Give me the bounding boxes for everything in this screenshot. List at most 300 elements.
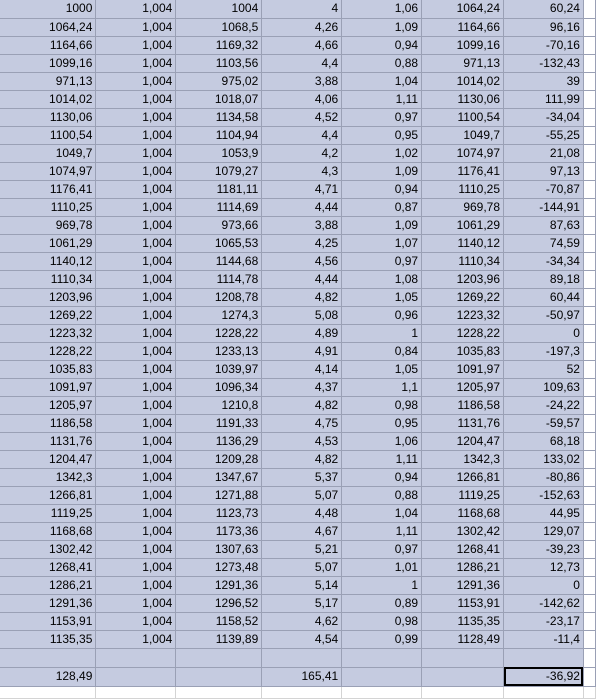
cell[interactable] [422, 686, 504, 698]
cell[interactable] [583, 594, 595, 612]
cell-c[interactable]: 1181,11 [176, 180, 262, 198]
cell[interactable] [583, 432, 595, 450]
cell-a[interactable]: 1110,25 [0, 198, 96, 216]
cell[interactable] [583, 324, 595, 342]
cell-b[interactable]: 1,004 [96, 396, 176, 414]
cell-c[interactable]: 1233,13 [176, 342, 262, 360]
cell-f[interactable]: 1140,12 [422, 234, 504, 252]
cell[interactable] [583, 558, 595, 576]
cell-g[interactable]: 96,16 [504, 18, 584, 36]
cell-a[interactable]: 1014,02 [0, 90, 96, 108]
cell-b[interactable]: 1,004 [96, 180, 176, 198]
cell-f[interactable]: 1131,76 [422, 414, 504, 432]
cell-a[interactable]: 1266,81 [0, 486, 96, 504]
cell-c[interactable]: 1039,97 [176, 360, 262, 378]
cell-d[interactable]: 4,3 [262, 162, 342, 180]
cell-e[interactable]: 1,04 [342, 72, 422, 90]
cell-g[interactable]: -132,43 [504, 54, 584, 72]
cell-f[interactable]: 1176,41 [422, 162, 504, 180]
cell-e[interactable]: 1,06 [342, 0, 422, 18]
cell-b[interactable]: 1,004 [96, 576, 176, 594]
cell-b[interactable]: 1,004 [96, 288, 176, 306]
cell-b[interactable]: 1,004 [96, 360, 176, 378]
cell-e[interactable]: 0,98 [342, 396, 422, 414]
cell[interactable] [583, 504, 595, 522]
cell[interactable] [262, 686, 342, 698]
cell-a[interactable]: 1168,68 [0, 522, 96, 540]
cell-d[interactable]: 4,89 [262, 324, 342, 342]
cell[interactable] [342, 686, 422, 698]
cell[interactable] [583, 522, 595, 540]
cell-g[interactable]: -24,22 [504, 396, 584, 414]
cell-g[interactable]: -80,86 [504, 468, 584, 486]
cell-a[interactable]: 1228,22 [0, 342, 96, 360]
cell-f[interactable]: 971,13 [422, 54, 504, 72]
cell-c[interactable]: 1114,69 [176, 198, 262, 216]
cell-e[interactable]: 1,09 [342, 18, 422, 36]
cell-b[interactable]: 1,004 [96, 162, 176, 180]
cell-c[interactable]: 975,02 [176, 72, 262, 90]
cell-f[interactable]: 1186,58 [422, 396, 504, 414]
cell-a[interactable]: 1049,7 [0, 144, 96, 162]
cell-f[interactable]: 1064,24 [422, 0, 504, 18]
cell-g[interactable]: 12,73 [504, 558, 584, 576]
cell-a[interactable]: 1291,36 [0, 594, 96, 612]
cell[interactable] [583, 234, 595, 252]
cell[interactable] [176, 648, 262, 667]
cell-b[interactable]: 1,004 [96, 540, 176, 558]
cell-c[interactable]: 1134,58 [176, 108, 262, 126]
cell-g[interactable]: -11,4 [504, 630, 584, 648]
cell-g[interactable]: -142,62 [504, 594, 584, 612]
cell-f[interactable]: 1110,25 [422, 180, 504, 198]
cell-b[interactable]: 1,004 [96, 468, 176, 486]
cell[interactable] [583, 216, 595, 234]
cell-c[interactable]: 1208,78 [176, 288, 262, 306]
cell-f[interactable]: 1091,97 [422, 360, 504, 378]
cell[interactable] [504, 686, 584, 698]
cell-b[interactable]: 1,004 [96, 198, 176, 216]
cell-a[interactable]: 1223,32 [0, 324, 96, 342]
cell-d[interactable]: 4,26 [262, 18, 342, 36]
cell[interactable] [583, 18, 595, 36]
cell-d[interactable]: 5,17 [262, 594, 342, 612]
cell-a[interactable]: 1130,06 [0, 108, 96, 126]
cell-c[interactable]: 1158,52 [176, 612, 262, 630]
cell[interactable] [176, 686, 262, 698]
cell-b[interactable]: 1,004 [96, 90, 176, 108]
cell-g[interactable]: -70,87 [504, 180, 584, 198]
cell[interactable] [583, 0, 595, 18]
cell-b[interactable]: 1,004 [96, 630, 176, 648]
cell-f[interactable]: 1164,66 [422, 18, 504, 36]
cell-f[interactable]: 1100,54 [422, 108, 504, 126]
cell[interactable] [583, 540, 595, 558]
cell-a[interactable]: 1110,34 [0, 270, 96, 288]
cell-f[interactable]: 1203,96 [422, 270, 504, 288]
cell-g[interactable]: 52 [504, 360, 584, 378]
cell-d[interactable]: 5,08 [262, 306, 342, 324]
cell[interactable] [262, 648, 342, 667]
cell-a[interactable]: 1176,41 [0, 180, 96, 198]
cell-e[interactable]: 1,11 [342, 522, 422, 540]
cell-f[interactable]: 1291,36 [422, 576, 504, 594]
cell-c[interactable]: 1114,78 [176, 270, 262, 288]
cell-e[interactable]: 1,11 [342, 450, 422, 468]
cell-c[interactable]: 1104,94 [176, 126, 262, 144]
cell-c[interactable]: 1307,63 [176, 540, 262, 558]
cell-e[interactable]: 0,94 [342, 36, 422, 54]
cell-a[interactable]: 1269,22 [0, 306, 96, 324]
cell[interactable] [583, 612, 595, 630]
cell-g[interactable]: -34,04 [504, 108, 584, 126]
cell-g[interactable]: 89,18 [504, 270, 584, 288]
cell-b[interactable]: 1,004 [96, 432, 176, 450]
cell-b[interactable]: 1,004 [96, 324, 176, 342]
cell-d[interactable]: 4,48 [262, 504, 342, 522]
cell-b[interactable]: 1,004 [96, 486, 176, 504]
cell-f[interactable]: 1110,34 [422, 252, 504, 270]
cell-g[interactable]: -39,23 [504, 540, 584, 558]
cell-e[interactable]: 1,06 [342, 432, 422, 450]
cell-e[interactable]: 0,94 [342, 180, 422, 198]
cell[interactable] [583, 414, 595, 432]
cell[interactable] [583, 648, 595, 667]
cell-g[interactable]: -70,16 [504, 36, 584, 54]
cell-g[interactable]: 87,63 [504, 216, 584, 234]
cell[interactable] [583, 342, 595, 360]
cell-f[interactable]: 1286,21 [422, 558, 504, 576]
cell-d[interactable]: 5,07 [262, 558, 342, 576]
cell-f[interactable]: 1128,49 [422, 630, 504, 648]
cell[interactable] [583, 198, 595, 216]
cell-e[interactable]: 0,84 [342, 342, 422, 360]
cell-e[interactable]: 1,09 [342, 162, 422, 180]
cell-g[interactable]: 111,99 [504, 90, 584, 108]
cell-e[interactable]: 1,07 [342, 234, 422, 252]
cell-d[interactable]: 5,07 [262, 486, 342, 504]
cell[interactable] [583, 378, 595, 396]
cell-g[interactable]: 0 [504, 324, 584, 342]
cell-d[interactable]: 4,67 [262, 522, 342, 540]
cell-e[interactable]: 0,94 [342, 468, 422, 486]
cell-c[interactable]: 1079,27 [176, 162, 262, 180]
cell[interactable] [583, 396, 595, 414]
cell-b[interactable]: 1,004 [96, 504, 176, 522]
cell-b[interactable]: 1,004 [96, 270, 176, 288]
cell-d[interactable]: 4,75 [262, 414, 342, 432]
cell[interactable] [422, 648, 504, 667]
cell-e[interactable]: 1,02 [342, 144, 422, 162]
cell-e[interactable]: 1,11 [342, 90, 422, 108]
cell-e[interactable]: 0,87 [342, 198, 422, 216]
cell-d[interactable]: 4,82 [262, 288, 342, 306]
cell-c[interactable]: 1271,88 [176, 486, 262, 504]
cell-b[interactable]: 1,004 [96, 378, 176, 396]
cell-g[interactable]: 60,24 [504, 0, 584, 18]
cell[interactable] [583, 450, 595, 468]
cell-c[interactable]: 1139,89 [176, 630, 262, 648]
cell-e[interactable]: 0,99 [342, 630, 422, 648]
cell-d[interactable]: 4,91 [262, 342, 342, 360]
cell[interactable] [583, 252, 595, 270]
cell[interactable] [583, 108, 595, 126]
cell[interactable] [583, 686, 595, 698]
cell[interactable] [96, 686, 176, 698]
cell-d[interactable]: 4,82 [262, 396, 342, 414]
cell-g[interactable]: -152,63 [504, 486, 584, 504]
cell-c[interactable]: 1018,07 [176, 90, 262, 108]
cell-f[interactable]: 1049,7 [422, 126, 504, 144]
cell-f[interactable]: 1119,25 [422, 486, 504, 504]
cell-f[interactable]: 1135,35 [422, 612, 504, 630]
cell[interactable] [342, 648, 422, 667]
cell-d[interactable]: 5,37 [262, 468, 342, 486]
cell-g[interactable]: -144,91 [504, 198, 584, 216]
cell-b[interactable]: 1,004 [96, 450, 176, 468]
cell-b[interactable]: 1,004 [96, 126, 176, 144]
cell-f[interactable]: 1223,32 [422, 306, 504, 324]
cell-a[interactable]: 1061,29 [0, 234, 96, 252]
cell-c[interactable]: 1123,73 [176, 504, 262, 522]
cell-g[interactable]: 0 [504, 576, 584, 594]
cell-d[interactable]: 4,62 [262, 612, 342, 630]
cell-f[interactable]: 1269,22 [422, 288, 504, 306]
cell-f[interactable]: 1130,06 [422, 90, 504, 108]
cell-g[interactable]: -55,25 [504, 126, 584, 144]
cell-g[interactable]: -59,57 [504, 414, 584, 432]
cell-a[interactable]: 969,78 [0, 216, 96, 234]
cell-a[interactable]: 1153,91 [0, 612, 96, 630]
cell-c[interactable]: 1136,29 [176, 432, 262, 450]
cell-d[interactable]: 4,14 [262, 360, 342, 378]
cell[interactable] [583, 360, 595, 378]
cell-d[interactable]: 4,44 [262, 198, 342, 216]
cell[interactable] [583, 54, 595, 72]
cell[interactable] [583, 126, 595, 144]
total-cell-g-selected[interactable]: -36,92 [504, 667, 584, 686]
cell-e[interactable]: 0,95 [342, 414, 422, 432]
cell-a[interactable]: 1342,3 [0, 468, 96, 486]
cell-g[interactable]: -23,17 [504, 612, 584, 630]
cell-f[interactable]: 1168,68 [422, 504, 504, 522]
cell-a[interactable]: 1140,12 [0, 252, 96, 270]
cell-g[interactable]: 44,95 [504, 504, 584, 522]
cell-a[interactable]: 1204,47 [0, 450, 96, 468]
cell-d[interactable]: 4,56 [262, 252, 342, 270]
cell-e[interactable]: 0,88 [342, 486, 422, 504]
cell-d[interactable]: 3,88 [262, 72, 342, 90]
cell-c[interactable]: 1209,28 [176, 450, 262, 468]
cell[interactable] [583, 486, 595, 504]
cell-a[interactable]: 1091,97 [0, 378, 96, 396]
cell-c[interactable]: 1144,68 [176, 252, 262, 270]
cell-b[interactable]: 1,004 [96, 72, 176, 90]
cell-a[interactable]: 1302,42 [0, 540, 96, 558]
cell-d[interactable]: 4,2 [262, 144, 342, 162]
cell-d[interactable]: 4,71 [262, 180, 342, 198]
cell-d[interactable]: 4,66 [262, 36, 342, 54]
cell-a[interactable]: 1186,58 [0, 414, 96, 432]
cell-e[interactable]: 1,1 [342, 378, 422, 396]
cell-c[interactable]: 1103,56 [176, 54, 262, 72]
cell-c[interactable]: 1173,36 [176, 522, 262, 540]
cell-a[interactable]: 1135,35 [0, 630, 96, 648]
cell-f[interactable]: 1074,97 [422, 144, 504, 162]
cell[interactable] [583, 144, 595, 162]
cell-a[interactable]: 1131,76 [0, 432, 96, 450]
cell-e[interactable]: 0,97 [342, 108, 422, 126]
cell-c[interactable]: 973,66 [176, 216, 262, 234]
cell-c[interactable]: 1096,34 [176, 378, 262, 396]
cell-e[interactable]: 0,97 [342, 252, 422, 270]
cell-e[interactable]: 0,96 [342, 306, 422, 324]
cell-a[interactable]: 1203,96 [0, 288, 96, 306]
cell-d[interactable]: 4,25 [262, 234, 342, 252]
cell-e[interactable]: 1,05 [342, 288, 422, 306]
cell-e[interactable]: 1,01 [342, 558, 422, 576]
cell-d[interactable]: 4,37 [262, 378, 342, 396]
cell-e[interactable]: 0,98 [342, 612, 422, 630]
cell-a[interactable]: 1000 [0, 0, 96, 18]
cell-c[interactable]: 1191,33 [176, 414, 262, 432]
cell-g[interactable]: -50,97 [504, 306, 584, 324]
cell-d[interactable]: 4,4 [262, 54, 342, 72]
cell-f[interactable]: 1153,91 [422, 594, 504, 612]
cell-e[interactable]: 1,09 [342, 216, 422, 234]
cell-f[interactable]: 1342,3 [422, 450, 504, 468]
cell-g[interactable]: 39 [504, 72, 584, 90]
cell-b[interactable]: 1,004 [96, 216, 176, 234]
cell-c[interactable]: 1273,48 [176, 558, 262, 576]
cell-d[interactable]: 4,54 [262, 630, 342, 648]
cell[interactable] [583, 36, 595, 54]
cell-e[interactable]: 0,97 [342, 540, 422, 558]
cell-e[interactable]: 0,88 [342, 54, 422, 72]
cell-b[interactable]: 1,004 [96, 522, 176, 540]
cell-g[interactable]: 60,44 [504, 288, 584, 306]
cell-e[interactable]: 0,89 [342, 594, 422, 612]
cell-b[interactable]: 1,004 [96, 252, 176, 270]
total-cell-a[interactable]: 128,49 [0, 667, 96, 686]
cell-f[interactable]: 1061,29 [422, 216, 504, 234]
cell-b[interactable]: 1,004 [96, 0, 176, 18]
cell-f[interactable]: 1268,41 [422, 540, 504, 558]
cell[interactable] [583, 90, 595, 108]
cell[interactable] [583, 180, 595, 198]
cell-d[interactable]: 5,21 [262, 540, 342, 558]
cell-c[interactable]: 1004 [176, 0, 262, 18]
cell-b[interactable]: 1,004 [96, 342, 176, 360]
cell[interactable] [583, 288, 595, 306]
cell-g[interactable]: -197,3 [504, 342, 584, 360]
cell-g[interactable]: 109,63 [504, 378, 584, 396]
cell-c[interactable]: 1065,53 [176, 234, 262, 252]
cell-c[interactable]: 1169,32 [176, 36, 262, 54]
cell-f[interactable]: 1014,02 [422, 72, 504, 90]
cell-d[interactable]: 4,52 [262, 108, 342, 126]
cell-e[interactable]: 1,05 [342, 360, 422, 378]
cell[interactable] [583, 576, 595, 594]
cell-b[interactable]: 1,004 [96, 306, 176, 324]
cell[interactable] [583, 630, 595, 648]
cell-f[interactable]: 1204,47 [422, 432, 504, 450]
cell-b[interactable]: 1,004 [96, 144, 176, 162]
cell[interactable] [583, 72, 595, 90]
cell-b[interactable]: 1,004 [96, 108, 176, 126]
cell-g[interactable]: 21,08 [504, 144, 584, 162]
cell-a[interactable]: 1119,25 [0, 504, 96, 522]
cell-f[interactable]: 1099,16 [422, 36, 504, 54]
cell-c[interactable]: 1296,52 [176, 594, 262, 612]
cell-a[interactable]: 1064,24 [0, 18, 96, 36]
cell-d[interactable]: 4,82 [262, 450, 342, 468]
cell[interactable] [0, 648, 96, 667]
cell-c[interactable]: 1210,8 [176, 396, 262, 414]
cell-d[interactable]: 4 [262, 0, 342, 18]
cell-b[interactable]: 1,004 [96, 36, 176, 54]
cell-d[interactable]: 3,88 [262, 216, 342, 234]
cell[interactable] [96, 648, 176, 667]
cell-c[interactable]: 1291,36 [176, 576, 262, 594]
cell[interactable] [504, 648, 584, 667]
cell-f[interactable]: 1205,97 [422, 378, 504, 396]
cell[interactable] [0, 686, 96, 698]
cell-a[interactable]: 1099,16 [0, 54, 96, 72]
cell-e[interactable]: 0,95 [342, 126, 422, 144]
cell[interactable] [583, 270, 595, 288]
cell-f[interactable]: 1266,81 [422, 468, 504, 486]
cell-c[interactable]: 1347,67 [176, 468, 262, 486]
cell-a[interactable]: 1035,83 [0, 360, 96, 378]
cell-c[interactable]: 1053,9 [176, 144, 262, 162]
cell-a[interactable]: 1286,21 [0, 576, 96, 594]
cell[interactable] [583, 162, 595, 180]
cell-b[interactable]: 1,004 [96, 558, 176, 576]
cell-g[interactable]: 133,02 [504, 450, 584, 468]
cell-e[interactable]: 1,04 [342, 504, 422, 522]
cell-d[interactable]: 4,06 [262, 90, 342, 108]
cell-e[interactable]: 1 [342, 576, 422, 594]
cell-a[interactable]: 1205,97 [0, 396, 96, 414]
cell-a[interactable]: 1164,66 [0, 36, 96, 54]
cell-g[interactable]: 97,13 [504, 162, 584, 180]
cell-d[interactable]: 5,14 [262, 576, 342, 594]
cell[interactable] [583, 306, 595, 324]
cell-b[interactable]: 1,004 [96, 54, 176, 72]
cell-e[interactable]: 1,08 [342, 270, 422, 288]
cell-d[interactable]: 4,4 [262, 126, 342, 144]
cell-f[interactable]: 1302,42 [422, 522, 504, 540]
cell-g[interactable]: 68,18 [504, 432, 584, 450]
cell-c[interactable]: 1068,5 [176, 18, 262, 36]
cell-g[interactable]: -34,34 [504, 252, 584, 270]
cell-f[interactable]: 1035,83 [422, 342, 504, 360]
cell-f[interactable]: 969,78 [422, 198, 504, 216]
cell-g[interactable]: 74,59 [504, 234, 584, 252]
cell-b[interactable]: 1,004 [96, 18, 176, 36]
cell-a[interactable]: 1074,97 [0, 162, 96, 180]
cell-b[interactable]: 1,004 [96, 234, 176, 252]
cell-e[interactable]: 1 [342, 324, 422, 342]
cell-f[interactable]: 1228,22 [422, 324, 504, 342]
cell[interactable] [583, 468, 595, 486]
cell-c[interactable]: 1274,3 [176, 306, 262, 324]
cell-a[interactable]: 971,13 [0, 72, 96, 90]
cell-c[interactable]: 1228,22 [176, 324, 262, 342]
cell-d[interactable]: 4,44 [262, 270, 342, 288]
cell-b[interactable]: 1,004 [96, 594, 176, 612]
